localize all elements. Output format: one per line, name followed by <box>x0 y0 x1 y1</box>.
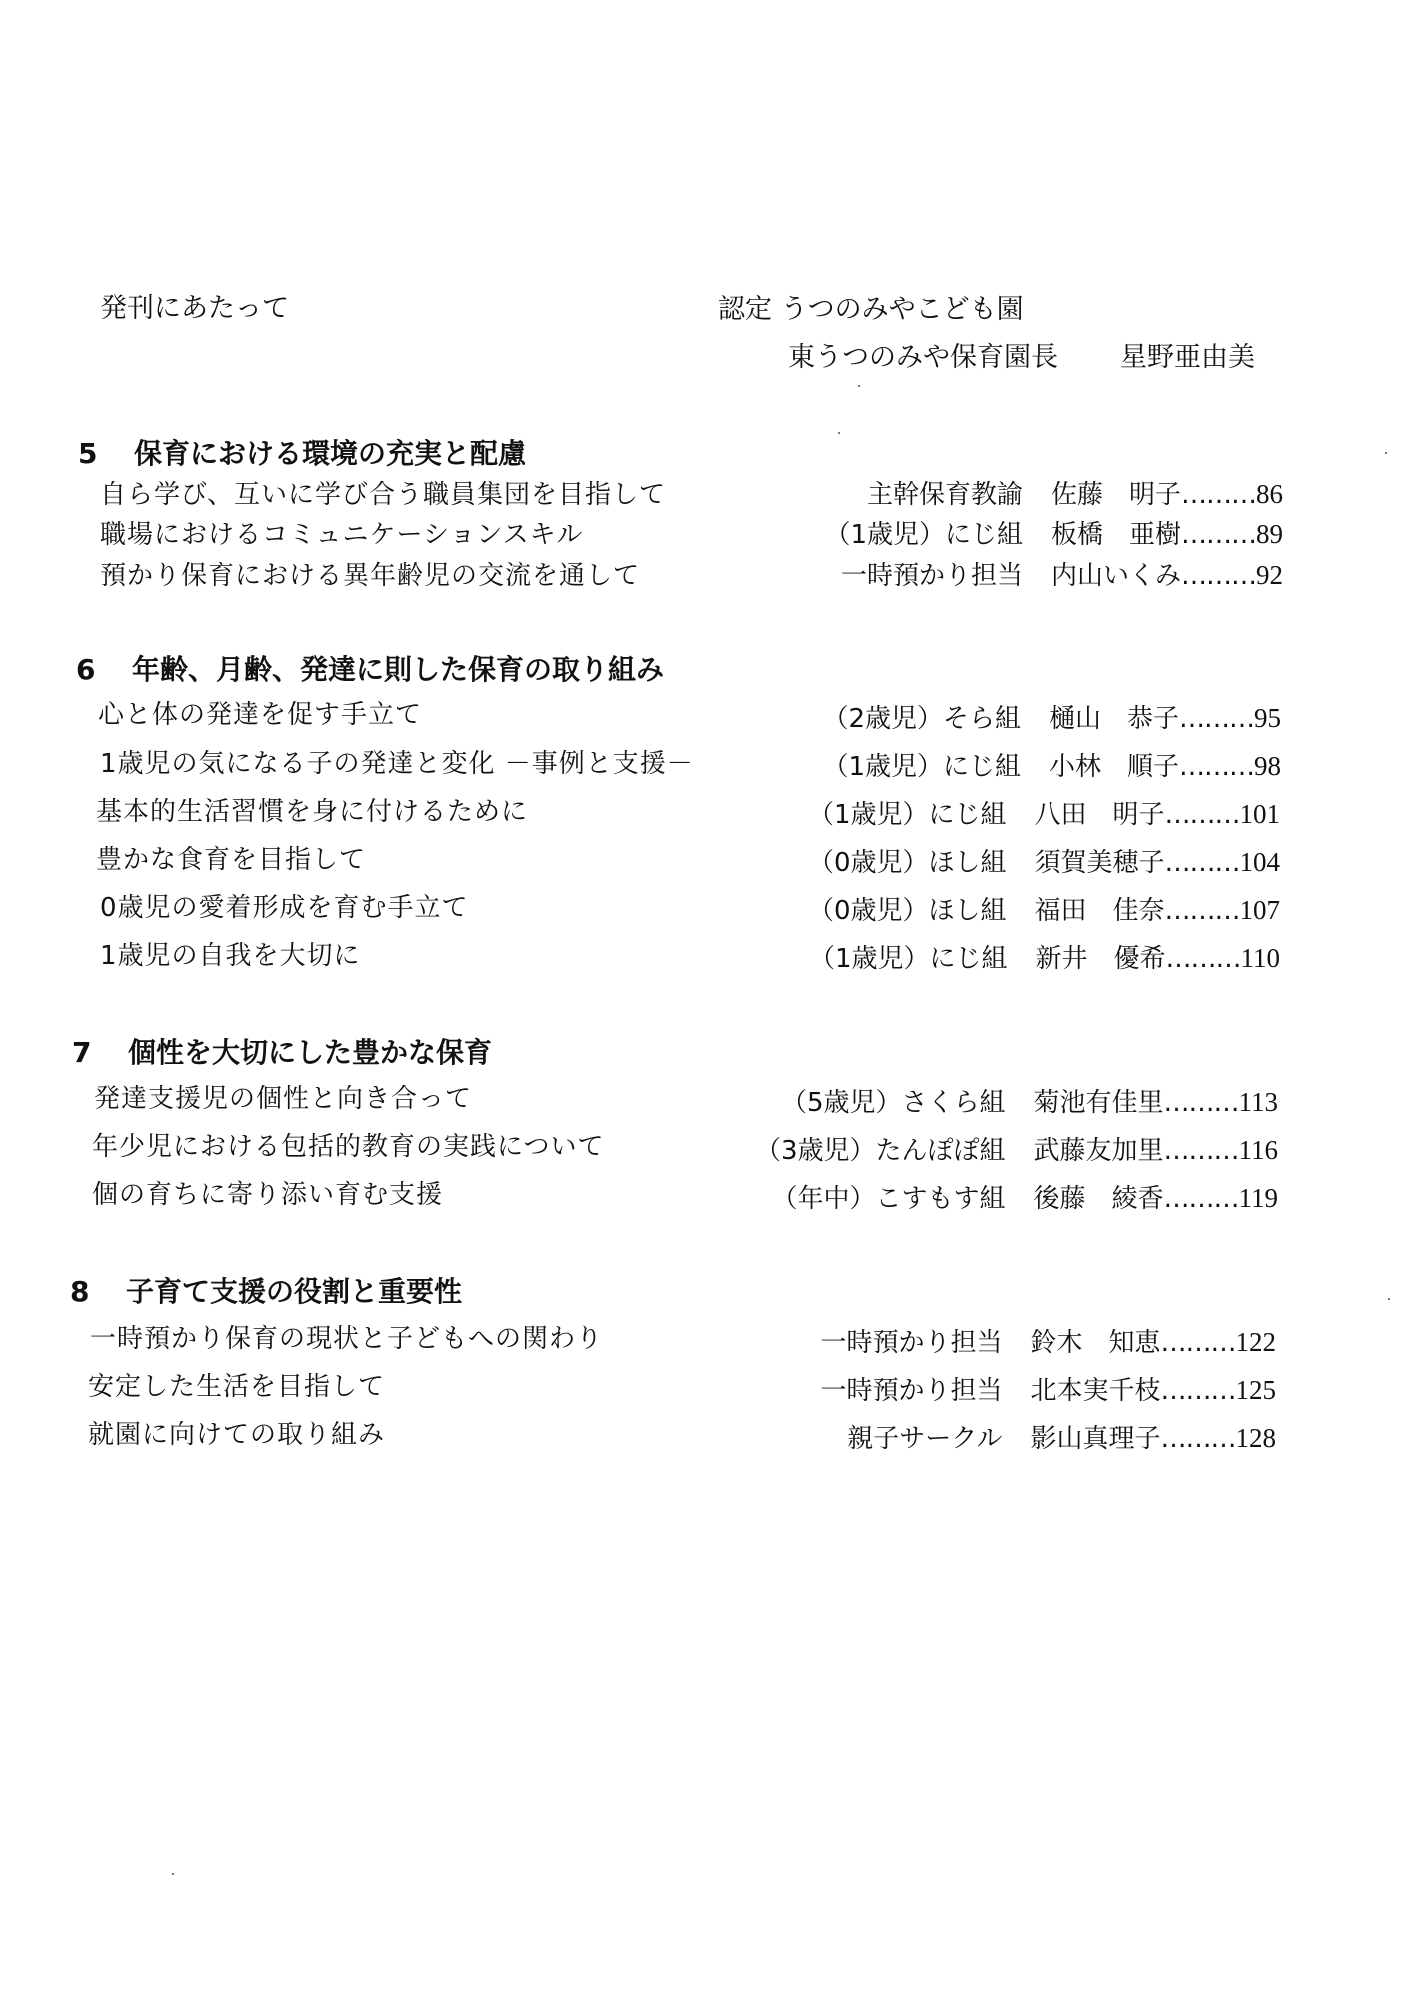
section-heading-6 <box>76 648 664 688</box>
leader-dots: ……… <box>1181 480 1256 510</box>
entry-author: 小林 順子 <box>1048 752 1179 782</box>
section-number: 7 <box>72 1036 92 1069</box>
scan-speck <box>838 432 840 434</box>
entry-group: （年中）こすもす組 <box>771 1184 1006 1214</box>
entry-group: 親子サークル <box>847 1424 1003 1454</box>
scan-speck <box>858 385 860 387</box>
entry-page-number: 128 <box>1235 1423 1276 1453</box>
scan-speck <box>1385 452 1387 454</box>
leader-dots: ……… <box>1160 1376 1236 1406</box>
leader-dots: ……… <box>1163 1088 1239 1118</box>
leader-dots: ……… <box>1181 520 1256 550</box>
entry-page-number: 107 <box>1239 895 1280 925</box>
leader-dots: ……… <box>1181 561 1256 591</box>
scan-speck <box>172 1873 174 1875</box>
toc-entry-meta[interactable] <box>841 555 1283 592</box>
leader-dots: ……… <box>1160 1328 1236 1358</box>
toc-entry-meta[interactable] <box>755 1130 1278 1167</box>
entry-author: 武藤友加里 <box>1033 1136 1164 1166</box>
toc-entry-title[interactable]: 1歳児の自我を大切に <box>100 941 361 971</box>
entry-group: （1歳児）にじ組 <box>822 752 1021 782</box>
toc-entry-title[interactable]: 1歳児の気になる子の発達と変化 －事例と支援－ <box>100 749 694 779</box>
leader-dots: ……… <box>1165 944 1241 974</box>
toc-entry-title[interactable]: 就園に向けての取り組み <box>88 1420 386 1450</box>
toc-entry-title[interactable]: 一時預かり保育の現状と子どもへの関わり <box>90 1324 604 1354</box>
leader-dots: ……… <box>1164 800 1240 830</box>
entry-page-number: 110 <box>1240 943 1280 973</box>
entry-group: 一時預かり担当 <box>820 1376 1003 1406</box>
entry-author: 菊池有佳里 <box>1033 1088 1164 1118</box>
section-title: 保育における環境の充実と配慮 <box>134 437 527 470</box>
toc-entry-meta[interactable] <box>867 474 1283 511</box>
toc-entry-meta[interactable] <box>808 842 1280 879</box>
entry-group: 主幹保育教諭 <box>866 480 1023 510</box>
entry-page-number: 116 <box>1238 1135 1278 1165</box>
section-number: 6 <box>76 653 96 686</box>
entry-page-number: 95 <box>1254 703 1281 733</box>
leader-dots: ……… <box>1179 752 1254 782</box>
toc-entry-title[interactable]: 安定した生活を目指して <box>88 1372 386 1402</box>
toc-entry-title[interactable]: 預かり保育における異年齢児の交流を通して <box>100 561 641 591</box>
toc-entry-meta[interactable] <box>820 1322 1276 1359</box>
leader-dots: ……… <box>1163 1136 1239 1166</box>
entry-page-number: 104 <box>1239 847 1280 877</box>
intro-org-line-1: 認定 うつのみやこども園 <box>718 294 1024 325</box>
toc-entry-title[interactable]: 0歳児の愛着形成を育む手立て <box>100 893 469 923</box>
toc-entry-title[interactable]: 自ら学び、互いに学び合う職員集団を目指して <box>100 480 666 510</box>
toc-entry-meta[interactable] <box>771 1178 1278 1215</box>
intro-title: 発刊にあたって <box>100 293 289 324</box>
entry-group: （1歳児）にじ組 <box>807 800 1007 830</box>
toc-entry-meta[interactable] <box>847 1418 1276 1455</box>
entry-author: 影山真理子 <box>1030 1424 1161 1454</box>
entry-page-number: 122 <box>1235 1327 1276 1357</box>
entry-page-number: 92 <box>1256 560 1283 590</box>
entry-author: 新井 優希 <box>1035 944 1166 974</box>
entry-page-number: 119 <box>1238 1183 1278 1213</box>
entry-author: 福田 佳奈 <box>1034 896 1165 926</box>
section-heading-7 <box>72 1031 492 1071</box>
entry-page-number: 89 <box>1256 519 1283 549</box>
intro-author-name: 星野亜由美 <box>1120 342 1255 373</box>
section-number: 8 <box>70 1275 90 1308</box>
entry-page-number: 98 <box>1254 751 1281 781</box>
entry-group: （1歳児）にじ組 <box>808 944 1008 974</box>
toc-entry-title[interactable]: 年少児における包括的教育の実践について <box>92 1132 605 1162</box>
entry-author: 八田 明子 <box>1034 800 1165 830</box>
entry-author: 佐藤 明子 <box>1050 480 1181 510</box>
section-heading-8 <box>70 1270 462 1310</box>
section-number: 5 <box>78 437 98 470</box>
toc-entry-title[interactable]: 発達支援児の個性と向き合って <box>94 1084 473 1114</box>
entry-page-number: 86 <box>1256 479 1283 509</box>
leader-dots: ……… <box>1163 1184 1239 1214</box>
entry-page-number: 113 <box>1238 1087 1278 1117</box>
toc-entry-meta[interactable] <box>824 514 1283 551</box>
toc-entry-title[interactable]: 職場におけるコミュニケーションスキル <box>100 520 584 550</box>
section-title: 子育て支援の役割と重要性 <box>126 1275 463 1308</box>
entry-page-number: 125 <box>1235 1375 1276 1405</box>
toc-entry-meta[interactable] <box>820 1370 1276 1407</box>
entry-author: 板橋 亜樹 <box>1050 520 1181 550</box>
toc-entry-meta[interactable] <box>808 890 1280 927</box>
toc-entry-title[interactable]: 心と体の発達を促す手立て <box>98 700 423 730</box>
entry-author: 樋山 恭子 <box>1048 704 1179 734</box>
toc-entry-title[interactable]: 豊かな食育を目指して <box>96 845 367 875</box>
entry-page-number: 101 <box>1239 799 1280 829</box>
entry-group: （5歳児）さくら組 <box>780 1088 1006 1118</box>
entry-author: 鈴木 知恵 <box>1030 1328 1161 1358</box>
toc-entry-meta[interactable] <box>809 938 1280 975</box>
entry-group: （0歳児）ほし組 <box>807 848 1007 878</box>
entry-group: （0歳児）ほし組 <box>807 896 1007 926</box>
leader-dots: ……… <box>1160 1424 1236 1454</box>
entry-group: 一時預かり担当 <box>840 561 1023 591</box>
toc-entry-meta[interactable] <box>808 794 1280 831</box>
entry-group: （1歳児）にじ組 <box>824 520 1023 550</box>
entry-group: （2歳児）そら組 <box>822 704 1021 734</box>
leader-dots: ……… <box>1164 896 1240 926</box>
intro-org-line-2: 東うつのみや保育園長 <box>788 342 1058 373</box>
section-heading-5 <box>78 432 526 472</box>
section-title: 年齢、月齢、発達に則した保育の取り組み <box>132 653 665 686</box>
section-title: 個性を大切にした豊かな保育 <box>128 1036 493 1069</box>
entry-group: （3歳児）たんぽぽ組 <box>754 1136 1006 1166</box>
toc-entry-meta[interactable] <box>822 698 1281 735</box>
entry-author: 須賀美穂子 <box>1034 848 1165 878</box>
entry-author: 後藤 綾香 <box>1033 1184 1164 1214</box>
scan-speck <box>1388 1298 1390 1300</box>
toc-entry-title[interactable]: 基本的生活習慣を身に付けるために <box>96 797 529 827</box>
entry-group: 一時預かり担当 <box>820 1328 1003 1358</box>
leader-dots: ……… <box>1164 848 1240 878</box>
entry-author: 内山いくみ <box>1050 561 1181 591</box>
toc-entry-meta[interactable] <box>822 746 1281 783</box>
leader-dots: ……… <box>1179 704 1254 734</box>
entry-author: 北本実千枝 <box>1030 1376 1161 1406</box>
toc-entry-meta[interactable] <box>781 1082 1278 1119</box>
toc-entry-title[interactable]: 個の育ちに寄り添い育む支援 <box>92 1180 444 1210</box>
